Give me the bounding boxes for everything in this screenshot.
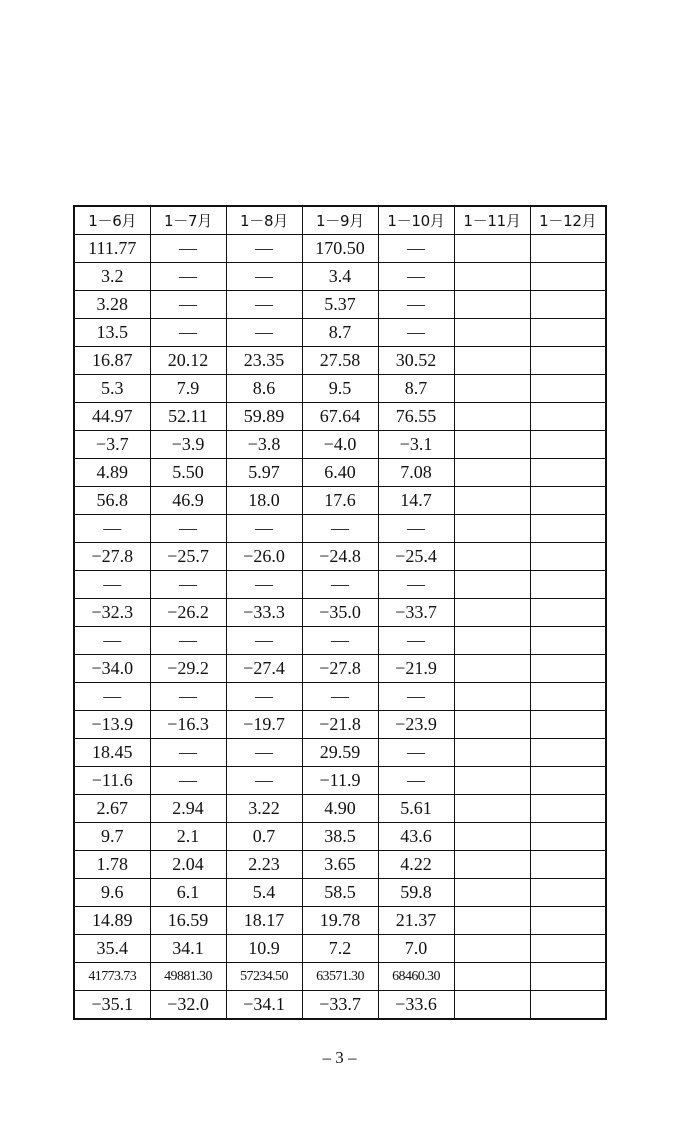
table-cell: 56.8	[74, 487, 150, 515]
table-cell: —	[150, 767, 226, 795]
table-cell: —	[226, 319, 302, 347]
table-cell: −21.9	[378, 655, 454, 683]
table-cell: 49881.30	[150, 963, 226, 991]
table-cell: —	[378, 291, 454, 319]
table-cell: —	[150, 739, 226, 767]
table-cell	[454, 627, 530, 655]
table-cell	[454, 347, 530, 375]
table-cell: 111.77	[74, 235, 150, 263]
table-cell: −4.0	[302, 431, 378, 459]
table-row	[74, 907, 606, 935]
table-cell: 8.7	[378, 375, 454, 403]
table-cell	[530, 907, 606, 935]
table-cell	[454, 235, 530, 263]
table-cell	[454, 291, 530, 319]
table-cell: 5.50	[150, 459, 226, 487]
table-row	[74, 431, 606, 459]
table-cell	[454, 431, 530, 459]
table-cell: 18.17	[226, 907, 302, 935]
table-cell: —	[378, 235, 454, 263]
table-row	[74, 711, 606, 739]
table-cell: −27.8	[302, 655, 378, 683]
table-cell: 16.87	[74, 347, 150, 375]
table-row	[74, 319, 606, 347]
table-cell: 46.9	[150, 487, 226, 515]
table-row	[74, 291, 606, 319]
table-cell: —	[378, 767, 454, 795]
table-cell: 2.94	[150, 795, 226, 823]
table-cell	[530, 963, 606, 991]
table-cell: —	[378, 627, 454, 655]
table-cell: 58.5	[302, 879, 378, 907]
table-row	[74, 851, 606, 879]
table-cell: —	[302, 683, 378, 711]
table-cell: −27.4	[226, 655, 302, 683]
table-cell: −3.1	[378, 431, 454, 459]
table-cell: —	[226, 515, 302, 543]
table-cell: 18.0	[226, 487, 302, 515]
table-cell: 7.2	[302, 935, 378, 963]
table-cell: 38.5	[302, 823, 378, 851]
table-cell	[530, 347, 606, 375]
table-cell: 13.5	[74, 319, 150, 347]
table-row	[74, 795, 606, 823]
table-cell	[530, 711, 606, 739]
table-row	[74, 543, 606, 571]
table-cell	[454, 599, 530, 627]
table-cell: 19.78	[302, 907, 378, 935]
table-cell: −11.9	[302, 767, 378, 795]
table-row	[74, 403, 606, 431]
table-header	[74, 206, 606, 235]
table-cell: 3.22	[226, 795, 302, 823]
table-cell	[530, 655, 606, 683]
table-row	[74, 459, 606, 487]
table-cell	[454, 515, 530, 543]
table-cell	[530, 739, 606, 767]
table-cell: 9.5	[302, 375, 378, 403]
table-cell: 10.9	[226, 935, 302, 963]
table-cell: −24.8	[302, 543, 378, 571]
table-cell: 8.7	[302, 319, 378, 347]
table-row	[74, 767, 606, 795]
table-cell: −34.0	[74, 655, 150, 683]
table-cell: 57234.50	[226, 963, 302, 991]
column-header-jan-sep: 1－9月	[302, 206, 378, 235]
table-cell: 5.4	[226, 879, 302, 907]
table-cell: 59.89	[226, 403, 302, 431]
table-cell: 41773.73	[74, 963, 150, 991]
table-cell: —	[150, 515, 226, 543]
table-cell	[454, 487, 530, 515]
table-cell: −27.8	[74, 543, 150, 571]
table-cell: 9.7	[74, 823, 150, 851]
table-cell: —	[226, 767, 302, 795]
table-body	[74, 235, 606, 1020]
table-cell	[454, 935, 530, 963]
table-cell: —	[150, 263, 226, 291]
table-cell: 4.22	[378, 851, 454, 879]
table-cell: −26.0	[226, 543, 302, 571]
table-cell: −16.3	[150, 711, 226, 739]
table-cell	[454, 683, 530, 711]
table-row	[74, 515, 606, 543]
table-cell: −29.2	[150, 655, 226, 683]
table-cell: 17.6	[302, 487, 378, 515]
table-cell	[454, 739, 530, 767]
table-cell	[454, 263, 530, 291]
table-cell: —	[378, 319, 454, 347]
table-cell	[530, 543, 606, 571]
table-cell: —	[74, 571, 150, 599]
table-cell: —	[150, 683, 226, 711]
table-cell: −26.2	[150, 599, 226, 627]
table-cell: 1.78	[74, 851, 150, 879]
table-cell: 29.59	[302, 739, 378, 767]
table-cell: 4.89	[74, 459, 150, 487]
table-cell: 0.7	[226, 823, 302, 851]
table-cell: −32.0	[150, 991, 226, 1020]
table-cell: 2.1	[150, 823, 226, 851]
table-cell	[530, 487, 606, 515]
table-row	[74, 655, 606, 683]
table-cell: −21.8	[302, 711, 378, 739]
table-cell: —	[302, 627, 378, 655]
table-row	[74, 347, 606, 375]
table-cell	[530, 571, 606, 599]
table-cell: —	[226, 739, 302, 767]
statistics-table	[73, 205, 607, 1020]
table-cell: 7.0	[378, 935, 454, 963]
table-cell	[454, 459, 530, 487]
table-cell: 5.97	[226, 459, 302, 487]
table-cell	[530, 627, 606, 655]
table-row	[74, 683, 606, 711]
table-row	[74, 823, 606, 851]
table-cell: −3.7	[74, 431, 150, 459]
table-cell	[530, 403, 606, 431]
table-cell: 20.12	[150, 347, 226, 375]
table-cell	[530, 683, 606, 711]
table-cell: 34.1	[150, 935, 226, 963]
table-cell: —	[74, 683, 150, 711]
table-cell: —	[226, 291, 302, 319]
table-cell	[454, 907, 530, 935]
table-cell: 43.6	[378, 823, 454, 851]
table-cell: 7.08	[378, 459, 454, 487]
table-cell: 5.37	[302, 291, 378, 319]
table-row	[74, 627, 606, 655]
table-cell	[530, 515, 606, 543]
table-cell: 35.4	[74, 935, 150, 963]
table-cell: 6.40	[302, 459, 378, 487]
table-cell: 8.6	[226, 375, 302, 403]
table-cell	[530, 459, 606, 487]
table-row	[74, 935, 606, 963]
table-cell: 5.3	[74, 375, 150, 403]
page-number: – 3 –	[322, 1048, 357, 1067]
table-cell	[530, 291, 606, 319]
table-cell: 5.61	[378, 795, 454, 823]
table-cell: −11.6	[74, 767, 150, 795]
table-cell: —	[226, 235, 302, 263]
table-cell: 3.65	[302, 851, 378, 879]
table-cell: −33.6	[378, 991, 454, 1020]
table-cell	[530, 375, 606, 403]
table-cell: −3.8	[226, 431, 302, 459]
table-cell: 6.1	[150, 879, 226, 907]
table-cell	[454, 851, 530, 879]
table-cell: 63571.30	[302, 963, 378, 991]
table-row	[74, 235, 606, 263]
table-cell	[454, 571, 530, 599]
table-cell: −32.3	[74, 599, 150, 627]
table-row	[74, 571, 606, 599]
table-cell	[530, 991, 606, 1020]
table-cell	[454, 823, 530, 851]
table-cell: 2.67	[74, 795, 150, 823]
table-cell	[530, 767, 606, 795]
table-row	[74, 991, 606, 1020]
table-cell: 3.4	[302, 263, 378, 291]
column-header-jan-oct: 1－10月	[378, 206, 454, 235]
table-cell	[530, 263, 606, 291]
table-cell: 16.59	[150, 907, 226, 935]
table-cell: —	[302, 515, 378, 543]
table-cell: —	[150, 627, 226, 655]
table-cell: —	[150, 235, 226, 263]
table-cell	[530, 935, 606, 963]
table-cell: −25.7	[150, 543, 226, 571]
table-row	[74, 263, 606, 291]
table-cell: 4.90	[302, 795, 378, 823]
column-header-jan-aug: 1－8月	[226, 206, 302, 235]
table-cell	[454, 403, 530, 431]
table-cell: 52.11	[150, 403, 226, 431]
table-cell	[530, 795, 606, 823]
column-header-jan-jun: 1－6月	[74, 206, 150, 235]
table-cell: —	[74, 627, 150, 655]
table-cell	[454, 991, 530, 1020]
table-cell: —	[150, 571, 226, 599]
table-cell: −23.9	[378, 711, 454, 739]
table-cell: 68460.30	[378, 963, 454, 991]
table-cell	[454, 319, 530, 347]
table-row	[74, 963, 606, 991]
table-cell: −19.7	[226, 711, 302, 739]
table-row	[74, 739, 606, 767]
table-row	[74, 375, 606, 403]
table-cell: −35.0	[302, 599, 378, 627]
table-cell: 76.55	[378, 403, 454, 431]
table-cell: —	[378, 515, 454, 543]
table-cell: 2.04	[150, 851, 226, 879]
table-cell: 23.35	[226, 347, 302, 375]
table-row	[74, 487, 606, 515]
header-row	[74, 206, 606, 235]
table-cell: −33.3	[226, 599, 302, 627]
table-cell: —	[378, 263, 454, 291]
table-cell: −34.1	[226, 991, 302, 1020]
table-cell: 9.6	[74, 879, 150, 907]
table-cell	[530, 879, 606, 907]
table-cell: 27.58	[302, 347, 378, 375]
table-cell	[454, 711, 530, 739]
table-cell: −13.9	[74, 711, 150, 739]
table-cell: −33.7	[378, 599, 454, 627]
table-cell: —	[150, 319, 226, 347]
table-cell	[454, 655, 530, 683]
column-header-jan-nov: 1－11月	[454, 206, 530, 235]
table-cell	[454, 767, 530, 795]
table-cell	[454, 963, 530, 991]
table-cell	[530, 599, 606, 627]
table-cell: −35.1	[74, 991, 150, 1020]
table-cell: 3.2	[74, 263, 150, 291]
table-cell	[454, 375, 530, 403]
table-cell	[454, 543, 530, 571]
table-cell: 21.37	[378, 907, 454, 935]
table-cell: —	[378, 683, 454, 711]
table-cell: 67.64	[302, 403, 378, 431]
table-cell: —	[74, 515, 150, 543]
table-cell: —	[226, 571, 302, 599]
table-cell: −25.4	[378, 543, 454, 571]
table-cell: 18.45	[74, 739, 150, 767]
table-cell	[530, 851, 606, 879]
table-cell: —	[378, 739, 454, 767]
table-cell: 30.52	[378, 347, 454, 375]
table-cell	[454, 879, 530, 907]
column-header-jan-dec: 1－12月	[530, 206, 606, 235]
table-cell: −33.7	[302, 991, 378, 1020]
table-cell	[530, 823, 606, 851]
table-cell	[530, 431, 606, 459]
table-cell: 44.97	[74, 403, 150, 431]
table-cell: —	[378, 571, 454, 599]
table-cell: 170.50	[302, 235, 378, 263]
table-cell: 2.23	[226, 851, 302, 879]
table-cell: 14.7	[378, 487, 454, 515]
table-cell: —	[150, 291, 226, 319]
table-row	[74, 599, 606, 627]
table-cell	[530, 319, 606, 347]
table-cell: —	[226, 683, 302, 711]
table-cell	[530, 235, 606, 263]
table-cell: 7.9	[150, 375, 226, 403]
table-cell	[454, 795, 530, 823]
table-cell: 59.8	[378, 879, 454, 907]
table-cell: 3.28	[74, 291, 150, 319]
column-header-jan-jul: 1－7月	[150, 206, 226, 235]
table-cell: −3.9	[150, 431, 226, 459]
table-row	[74, 879, 606, 907]
table-cell: —	[226, 627, 302, 655]
table-cell: —	[302, 571, 378, 599]
table-cell: —	[226, 263, 302, 291]
table-cell: 14.89	[74, 907, 150, 935]
